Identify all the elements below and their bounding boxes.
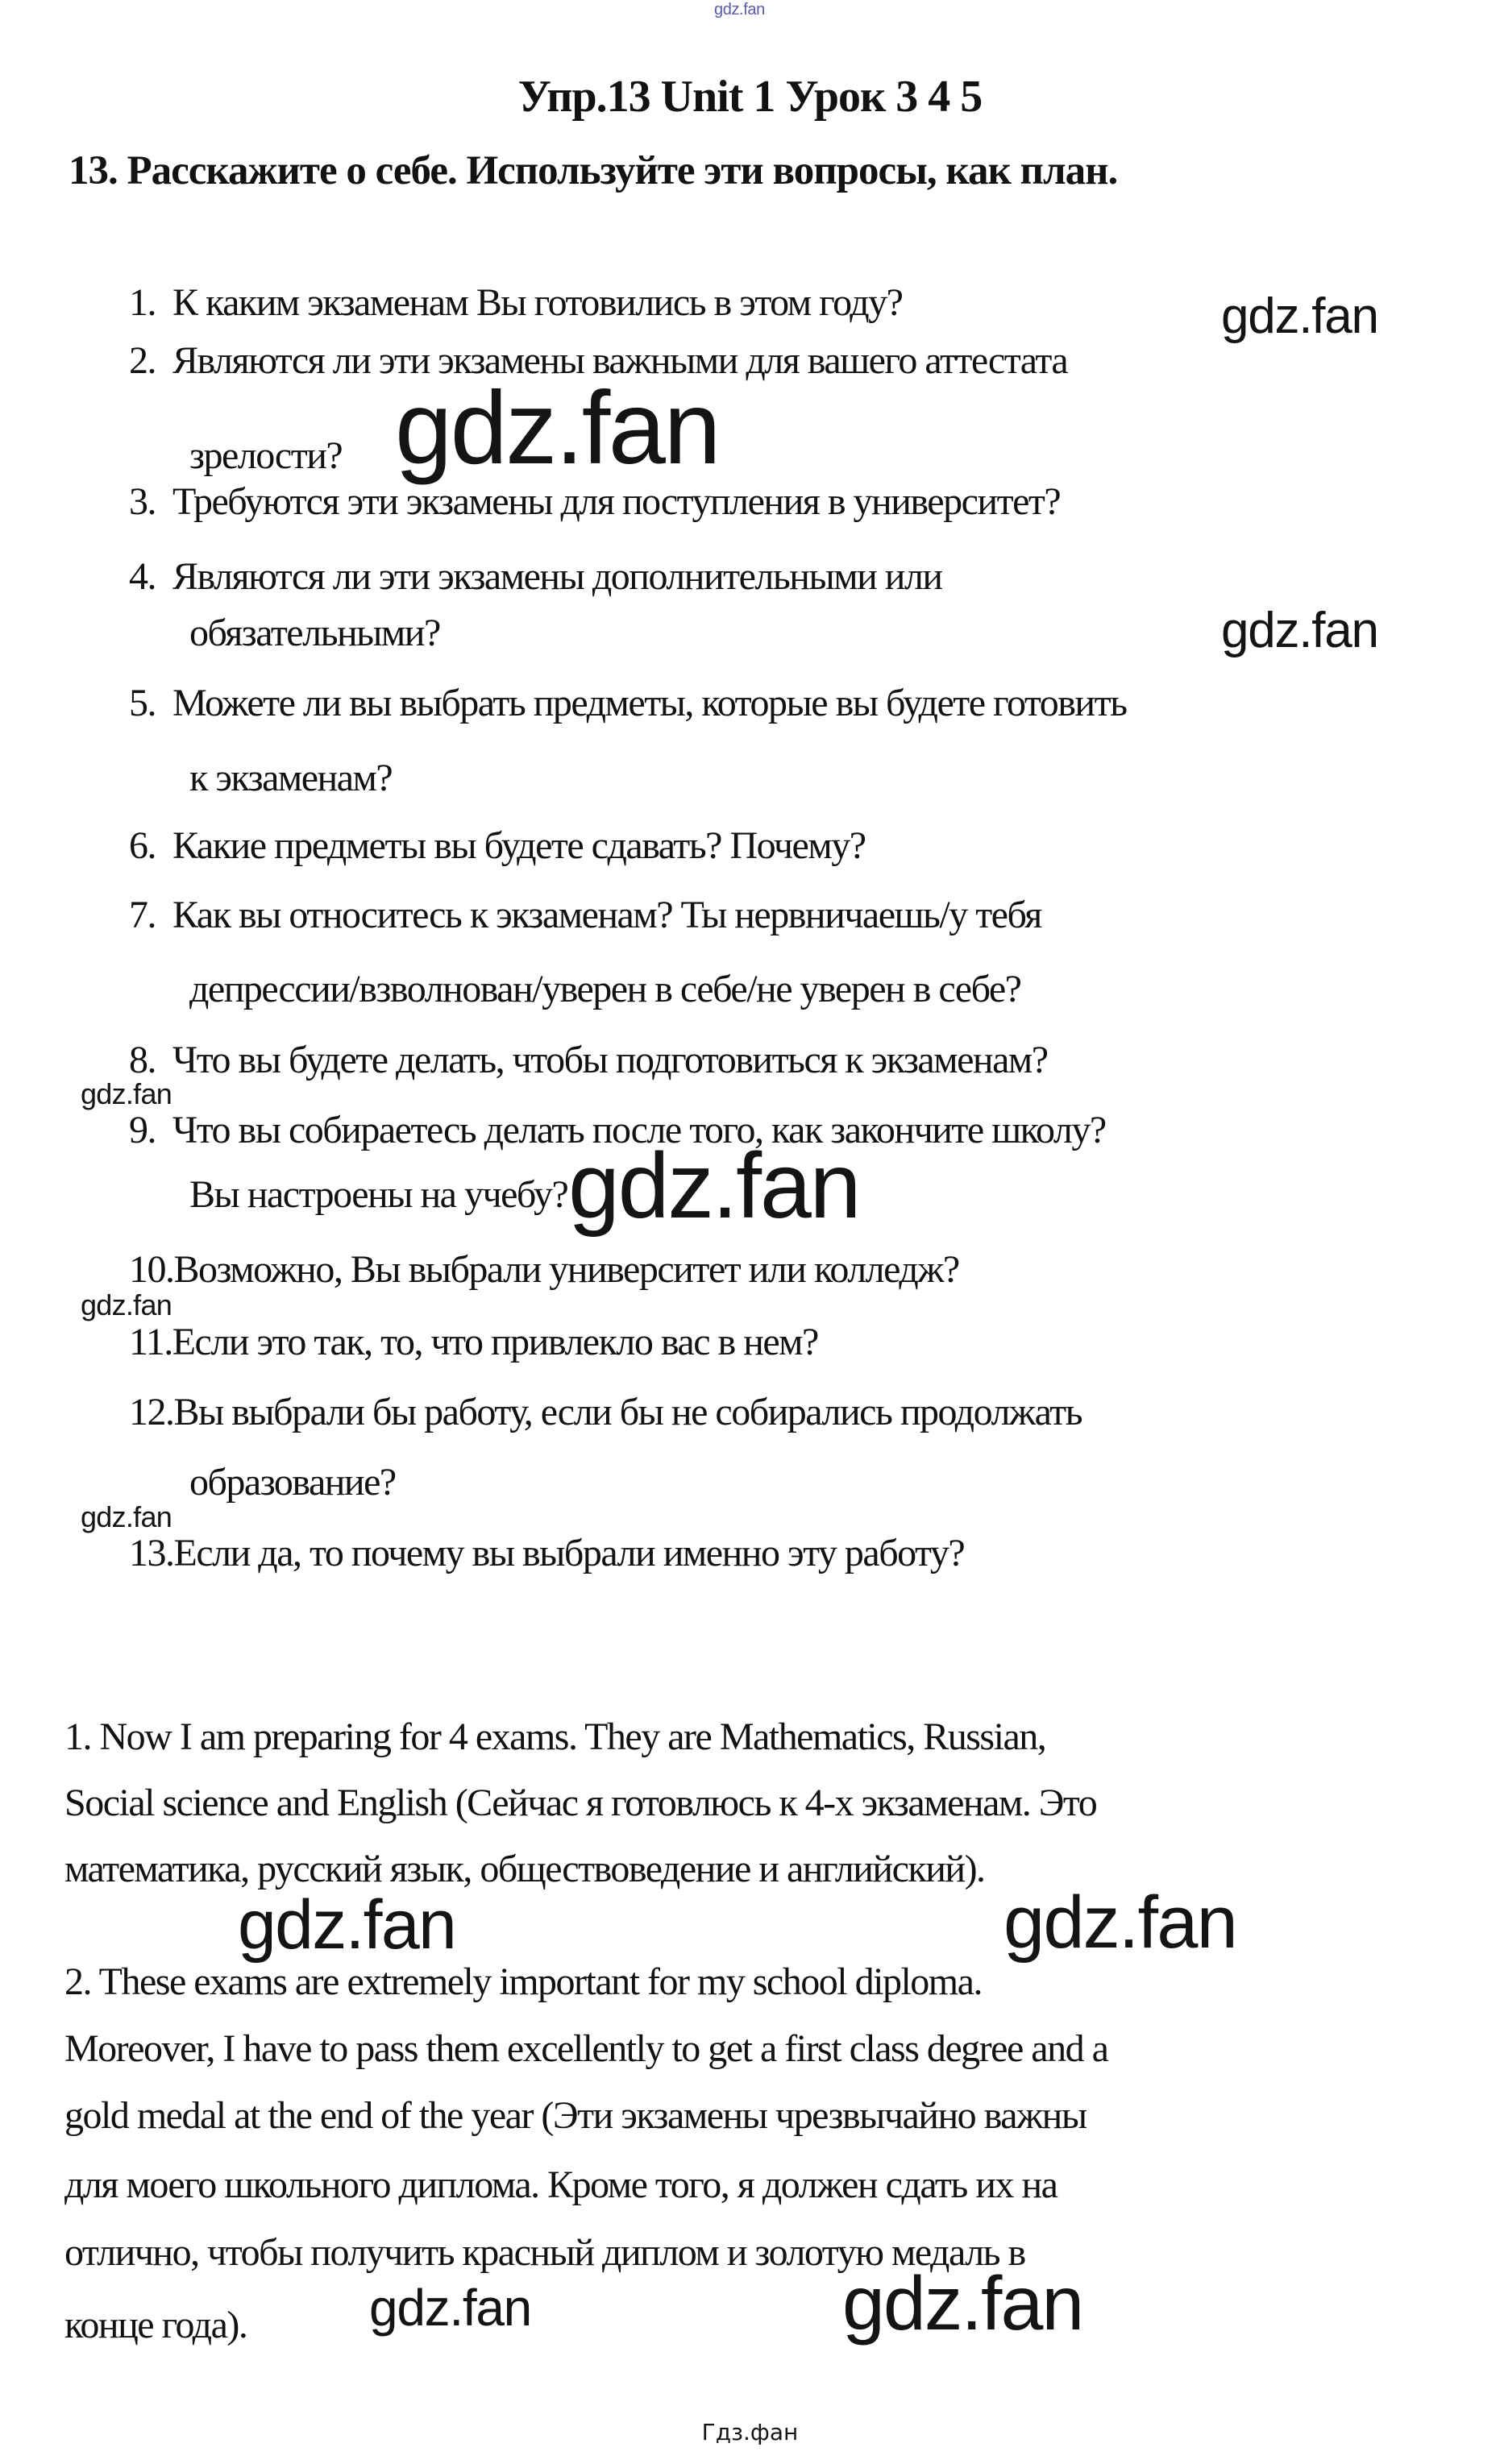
watermark-gdzfan: gdz.fan: [1003, 1881, 1236, 1964]
page-title: Упр.13 Unit 1 Урок 3 4 5: [517, 72, 983, 122]
watermark-gdzfan-small: gdz.fan: [81, 1500, 172, 1533]
answer-line: конце года).: [64, 2304, 247, 2346]
watermark-gdzfan: gdz.fan: [842, 2261, 1083, 2346]
question-line: 10.Возможно, Вы выбрали университет или колледж?: [129, 1248, 959, 1291]
watermark-gdzfan: gdz.fan: [238, 1886, 456, 1964]
answer-line: 2. These exams are extremely important for my school diploma.: [64, 1960, 982, 2003]
answer-line: отлично, чтобы получить красный диплом и золотую медаль в: [64, 2231, 1025, 2274]
answer-line: 1. Now I am preparing for 4 exams. They are Mathematics, Russian,: [64, 1715, 1046, 1758]
answer-line: для моего школьного диплома. Кроме того, я должен сдать их на: [64, 2163, 1057, 2206]
question-line: 1. К каким экзаменам Вы готовились в этом году?: [129, 281, 903, 324]
answer-line: математика, русский язык, обществоведение и английский).: [64, 1848, 985, 1890]
watermark-gdzfan: gdz.fan: [1221, 603, 1378, 658]
question-line: 13.Если да, то почему вы выбрали именно эту работу?: [129, 1532, 965, 1574]
watermark-gdzfan: gdz.fan: [369, 2279, 531, 2337]
watermark-gdzfan-top: gdz.fan: [714, 1, 765, 19]
question-line: 4. Являются ли эти экзамены дополнительными или: [129, 555, 942, 598]
question-line: обязательными?: [189, 612, 440, 654]
question-line: 7. Как вы относитесь к экзаменам? Ты нервничаешь/у тебя: [129, 894, 1041, 936]
question-line: зрелости?: [189, 434, 343, 477]
question-line: 6. Какие предметы вы будете сдавать? Почему?: [129, 824, 866, 867]
watermark-gdzfan-large: gdz.fan: [568, 1135, 860, 1238]
question-line: 12.Вы выбрали бы работу, если бы не собирались продолжать: [129, 1391, 1082, 1433]
question-line: 9. Что вы собираетесь делать после того, как закончите школу?: [129, 1109, 1106, 1151]
answer-line: Social science and English (Сейчас я готовлюсь к 4-х экзаменам. Это: [64, 1782, 1097, 1824]
watermark-gdzfan: gdz.fan: [1221, 288, 1378, 344]
question-line: 2. Являются ли эти экзамены важными для вашего аттестата: [129, 339, 1068, 382]
question-line: 8. Что вы будете делать, чтобы подготовиться к экзаменам?: [129, 1039, 1048, 1081]
question-line: депрессии/взволнован/уверен в себе/не уверен в себе?: [189, 968, 1021, 1010]
watermark-gdzfan-large: gdz.fan: [395, 371, 719, 486]
watermark-gdzfan-small: gdz.fan: [81, 1077, 172, 1110]
answer-line: Moreover, I have to pass them excellently to get a first class degree and a: [64, 2027, 1108, 2070]
question-line: Вы настроены на учебу?: [189, 1173, 568, 1216]
footer-site-name: Гдз.фан: [701, 2419, 799, 2445]
question-line: 5. Можете ли вы выбрать предметы, которые вы будете готовить: [129, 682, 1127, 724]
question-line: 3. Требуются эти экзамены для поступления в университет?: [129, 480, 1061, 523]
question-line: 11.Если это так, то, что привлекло вас в нем?: [129, 1321, 818, 1363]
watermark-gdzfan-small: gdz.fan: [81, 1288, 172, 1321]
question-line: к экзаменам?: [189, 757, 393, 799]
question-line: образование?: [189, 1461, 396, 1504]
answer-line: gold medal at the end of the year (Эти экзамены чрезвычайно важны: [64, 2094, 1087, 2137]
exercise-heading: 13. Расскажите о себе. Используйте эти вопросы, как план.: [69, 148, 1118, 193]
